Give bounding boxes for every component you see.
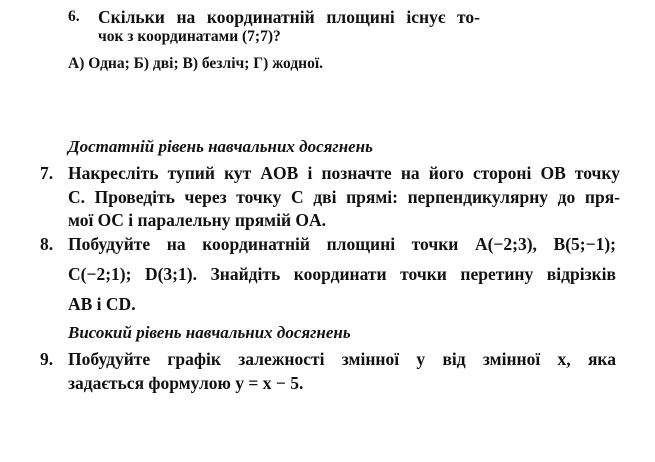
question-6-answers: А) Одна; Б) дві; В) безліч; Г) жодної. [68,55,324,72]
question-8-line-1: Побудуйте на координатній площині точки A(−2;3), B(5;−1); [68,234,616,254]
level-high-heading: Високий рівень навчальних досягнень [68,323,351,342]
question-6-line-1: Скільки на координатній площині існує то- [98,7,480,27]
question-8-line-2: C(−2;1); D(3;1). Знайдіть координати точки перетину відрізків [68,264,616,284]
question-7-line-1: Накресліть тупий кут AOB і позначте на його стороні OB точку [68,163,620,183]
question-9-line-1: Побудуйте графік залежності змінної y від змінної x, яка [68,349,616,369]
question-9-line-2: задається формулою y = x − 5. [68,373,304,393]
question-8-number: 8. [40,234,54,254]
question-8-line-3: AB і CD. [68,294,136,314]
question-7-line-3: мої OC і паралельну прямій OA. [68,210,327,230]
question-9-number: 9. [40,349,54,369]
level-sufficient-heading: Достатній рівень навчальних досягнень [68,137,373,156]
question-7-line-2: C. Проведіть через точку C дві прямі: перпендикулярну до пря- [68,187,620,207]
question-6-line-2: чок з координатами (7;7)? [98,28,281,45]
question-6-number: 6. [68,8,80,25]
question-7-number: 7. [40,163,54,183]
